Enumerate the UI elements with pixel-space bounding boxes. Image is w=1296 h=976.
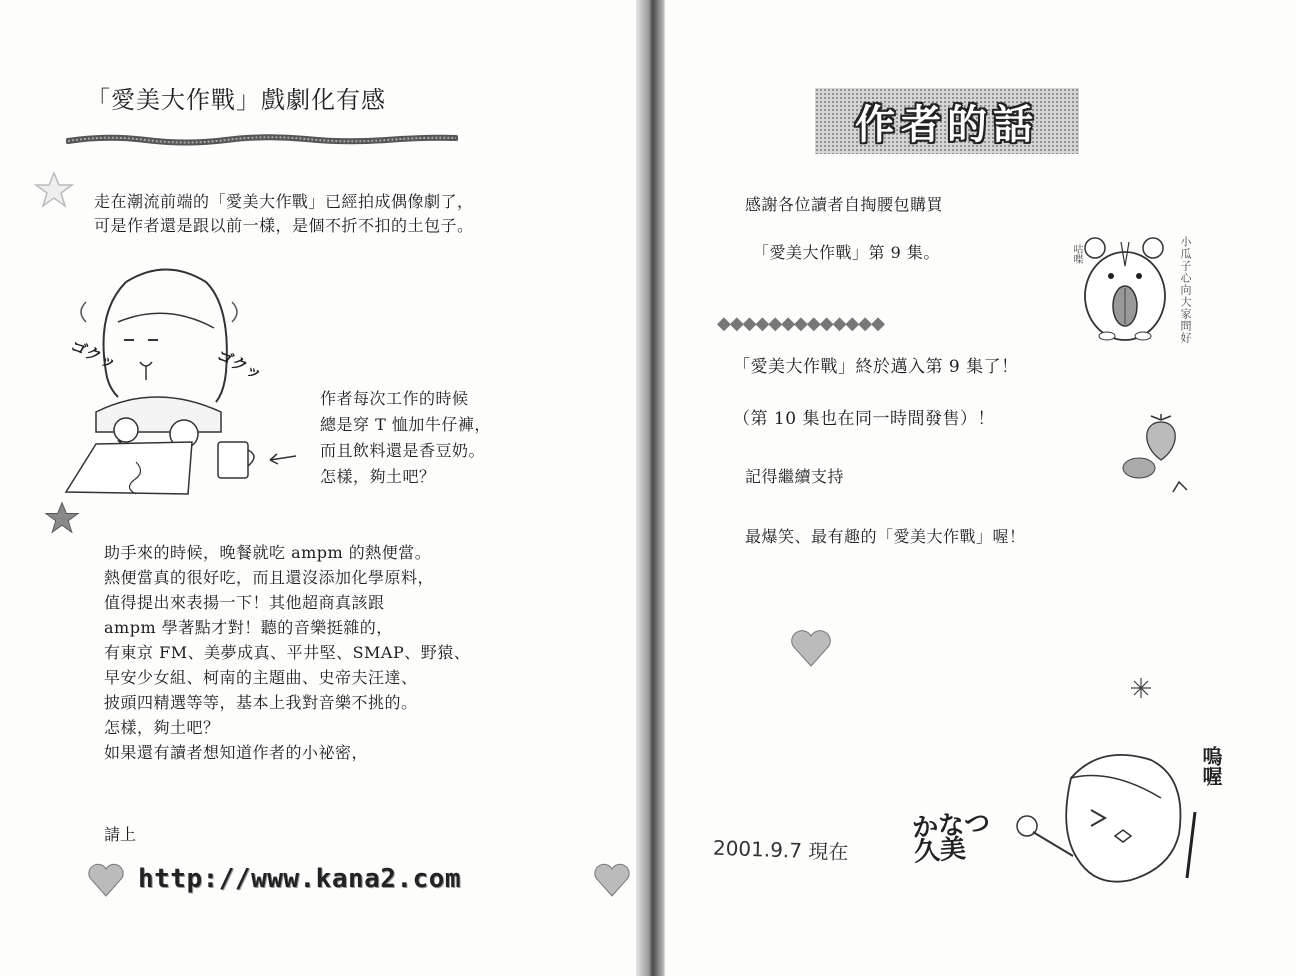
outfit-line: 而且飲料還是香豆奶。 [320, 441, 486, 460]
intro-line: 可是作者還是跟以前一樣，是個不折不扣的土包子。 [94, 216, 474, 235]
support-line: 記得繼續支持 [745, 467, 845, 486]
author-signature [911, 808, 992, 868]
assistant-line: 熱便當真的很好吃，而且還沒添加化學原料， [104, 568, 435, 587]
signature-line: 久美 [912, 834, 967, 868]
website-url-link[interactable]: http://www.kana2.com [138, 864, 462, 894]
release-line: （第 10 集也在同一時間發售）！ [733, 409, 995, 429]
signature-line: かなつ [911, 808, 992, 844]
hamster-caption: 小瓜子心向大家問好 [1179, 236, 1192, 344]
heading-title: 作者的話 [855, 101, 1039, 148]
assistant-line: 值得提出來表揚一下！其他超商真該跟 [104, 593, 385, 612]
assistant-line: 怎樣，夠土吧？ [104, 718, 220, 737]
intro-paragraph [94, 190, 474, 238]
volume-line: 「愛美大作戰」第 9 集。 [753, 243, 940, 262]
book-gutter [636, 0, 664, 976]
intro-line: 走在潮流前端的「愛美大作戰」已經拍成偶像劇了， [94, 192, 474, 211]
star-outline-icon [34, 170, 74, 210]
assistant-line: 披頭四精選等等，基本上我對音樂不挑的。 [104, 693, 418, 712]
outfit-paragraph [320, 386, 491, 490]
assistant-line: 早安少女組、柯南的主題曲、史帝夫汪達、 [104, 668, 418, 687]
sparkle-icon [1129, 676, 1153, 700]
thanks-line: 感謝各位讀者自掏腰包購買 [745, 195, 944, 214]
assistant-line: 有東京 FM、美夢成真、平井堅、SMAP、野猿、 [104, 643, 471, 662]
assistant-line: ampm 學著點才對！聽的音樂挺雜的， [104, 618, 393, 637]
left-page [0, 0, 637, 976]
author-cheering-illustration [1011, 738, 1207, 898]
shout-text: 嗚喔 [1199, 746, 1223, 786]
assistant-line: 助手來的時候，晚餐就吃 ampm 的熱便當。 [104, 543, 432, 562]
strawberry-icon [1121, 412, 1201, 502]
heart-icon [86, 862, 126, 898]
sign-off-text: 請上 [104, 825, 137, 844]
gulp-sound-effect: ゴクッ [213, 345, 266, 384]
gulp-sound-effect: ゴクッ [67, 335, 120, 373]
milestone-line: 「愛美大作戰」終於邁入第 9 集了！ [733, 357, 1019, 377]
outfit-line: 怎樣，夠土吧？ [320, 467, 436, 486]
date-text: 2001.9.7 現在 [712, 835, 849, 865]
assistant-line: 如果還有讀者想知道作者的小祕密， [104, 743, 369, 762]
heart-icon [789, 628, 833, 668]
right-page [664, 0, 1296, 976]
star-filled-icon [44, 500, 80, 536]
title-underline [66, 132, 458, 146]
hamster-sound-text: 咕喋 [1071, 244, 1082, 264]
page-title: 「愛美大作戰」戲劇化有感 [86, 86, 386, 114]
assistant-paragraph [104, 540, 470, 765]
diamond-divider: ◆◆◆◆◆◆◆◆◆◆◆◆◆ [717, 313, 884, 334]
heading-banner [815, 88, 1079, 154]
outfit-line: 作者每次工作的時候 [320, 389, 469, 408]
hamster-illustration [1077, 232, 1173, 344]
outfit-line: 總是穿 T 恤加牛仔褲， [320, 415, 491, 434]
heart-icon [592, 862, 632, 898]
closing-line: 最爆笑、最有趣的「愛美大作戰」喔！ [745, 527, 1026, 546]
author-drawing-illustration [56, 262, 306, 500]
